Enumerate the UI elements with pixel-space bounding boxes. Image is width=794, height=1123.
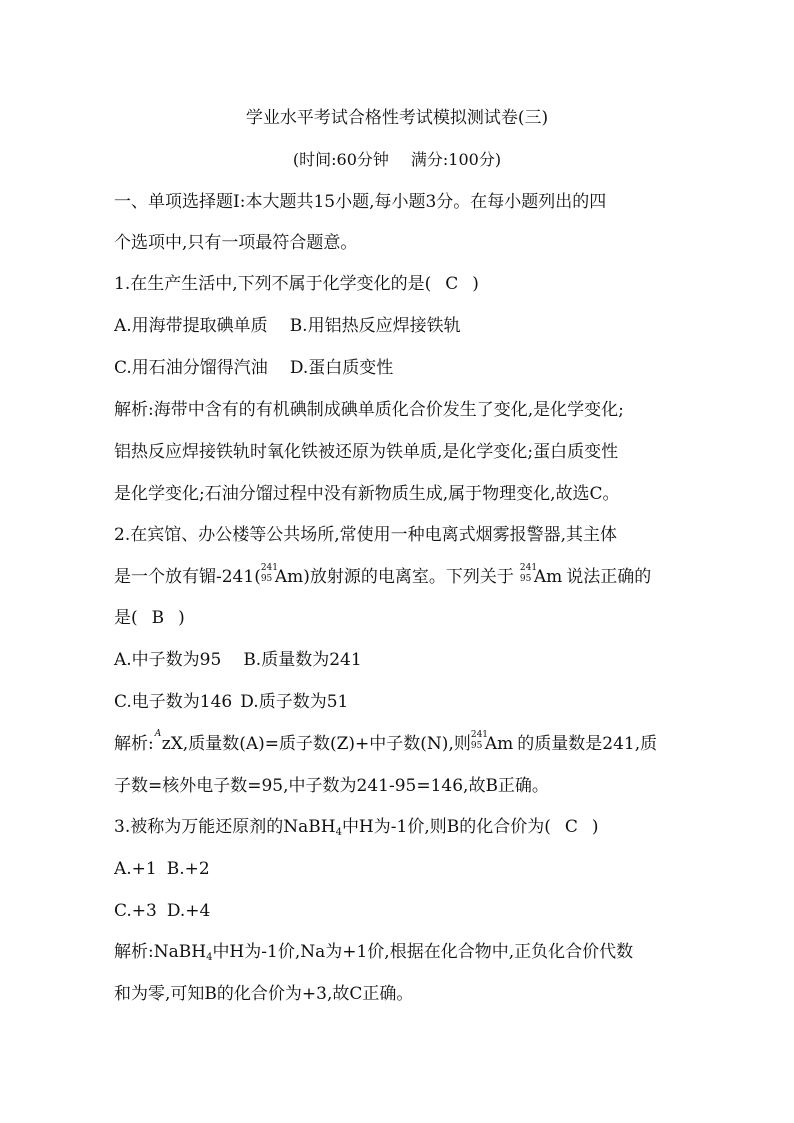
q2-stem-post: 说法正确的 (566, 567, 652, 587)
isotope-atomic-number: 95 (260, 574, 273, 584)
section-heading-line2: 个选项中,只有一项最符合题意。 (114, 233, 358, 253)
q2-option-c: C.电子数为146 (114, 692, 233, 712)
q2-stem-pre: 是一个放有镅-241( (114, 567, 261, 587)
section-heading-line1: 一、单项选择题Ⅰ:本大题共15小题,每小题3分。在每小题列出的四 (114, 192, 607, 212)
q2-stem-line2 (114, 565, 694, 589)
isotope-notation-2 (519, 563, 538, 589)
isotope-general-mass: A (154, 729, 162, 739)
q1-option-b: B.用铝热反应焊接铁轨 (289, 316, 461, 336)
q2-close: ) (178, 608, 185, 628)
q3-exp-pre: 解析:NaBH (114, 942, 207, 962)
q1-stem (114, 272, 694, 296)
q3-close: ) (591, 817, 599, 837)
q2-stem-line1: 2.在宾馆、办公楼等公共场所,常使用一种电离式烟雾报警器,其主体 (114, 525, 618, 545)
q3-exp-post: 中H为-1价,Na为+1价,根据在化合物中,正负化合价代数 (212, 942, 634, 962)
isotope-symbol-2: Am (533, 567, 563, 587)
q1-explanation-line1: 解析:海带中含有的有机碘制成碘单质化合价发生了变化,是化学变化; (114, 400, 624, 420)
exam-subtitle (0, 148, 794, 172)
q1-stem-text: 1.在生产生活中,下列不属于化学变化的是( (114, 274, 432, 294)
exam-title: 学业水平考试合格性考试模拟测试卷(三) (245, 108, 549, 128)
q1-close: ) (472, 274, 479, 294)
q3-explanation-line2: 和为零,可知B的化合价为+3,故C正确。 (114, 984, 414, 1004)
q3-explanation-line1 (114, 940, 694, 970)
q1-option-a: A.用海带提取碘单质 (114, 316, 268, 336)
q3-option-d: D.+4 (166, 901, 211, 921)
isotope-notation (260, 563, 279, 589)
q1-explanation-line2: 铝热反应焊接铁轨时氧化铁被还原为铁单质,是化学变化;蛋白质变性 (114, 442, 619, 462)
q2-exp-post: 的质量数是241,质 (517, 734, 658, 754)
isotope-general-notation (154, 729, 162, 756)
q3-options-cd (114, 899, 694, 923)
q2-explanation-line2: 子数=核外电子数=95,中子数为241-95=146,故B正确。 (114, 776, 549, 796)
q3-answer: C (564, 817, 578, 837)
q2-answer: B (151, 608, 165, 628)
q2-stem3-text: 是( (114, 608, 138, 628)
q2-option-b: B.质量数为241 (243, 650, 362, 670)
isotope-mass-number: 241 (260, 563, 279, 573)
q3-stem (114, 815, 694, 845)
q1-option-c: C.用石油分馏得汽油 (114, 358, 268, 378)
q2-option-a: A.中子数为95 (114, 650, 222, 670)
q3-stem-post: 中H为-1价,则B的化合价为( (341, 817, 551, 837)
q2-options-ab (114, 648, 694, 672)
isotope-mass-number-3: 241 (470, 730, 489, 740)
q1-option-d: D.蛋白质变性 (289, 358, 394, 378)
q2-stem-line3 (114, 606, 694, 630)
subscript-four: 4 (335, 827, 342, 838)
isotope-mass-number-2: 241 (519, 563, 538, 573)
isotope-atomic-number-3: 95 (470, 741, 483, 751)
isotope-atomic-number-2: 95 (519, 574, 532, 584)
subscript-four-2: 4 (206, 952, 213, 963)
q2-explanation-line1 (114, 729, 694, 756)
q2-stem-mid: )放射源的电离室。下列关于 (303, 567, 514, 587)
q3-option-c: C.+3 (114, 901, 157, 921)
q1-answer: C (445, 274, 459, 294)
q1-explanation-line3: 是化学变化;石油分馏过程中没有新物质生成,属于物理变化,故选C。 (114, 484, 620, 504)
q2-exp-pre: 解析: (114, 734, 154, 754)
q3-option-b: B.+2 (166, 859, 210, 879)
time-limit: (时间:60分钟 (292, 150, 389, 169)
q1-options-ab (114, 314, 694, 338)
q3-options-ab (114, 857, 694, 881)
q2-option-d: D.质子数为51 (240, 692, 349, 712)
isotope-symbol-3: Am (484, 734, 514, 754)
q3-option-a: A.+1 (114, 859, 157, 879)
q1-options-cd (114, 356, 694, 380)
q2-exp-zx: zX,质量数(A)=质子数(Z)+中子数(N),则 (161, 734, 471, 754)
q3-stem-pre: 3.被称为万能还原剂的NaBH (114, 817, 336, 837)
isotope-notation-3 (470, 730, 489, 756)
q2-options-cd (114, 690, 694, 714)
isotope-symbol: Am (274, 567, 304, 587)
full-score: 满分:100分) (410, 150, 502, 169)
